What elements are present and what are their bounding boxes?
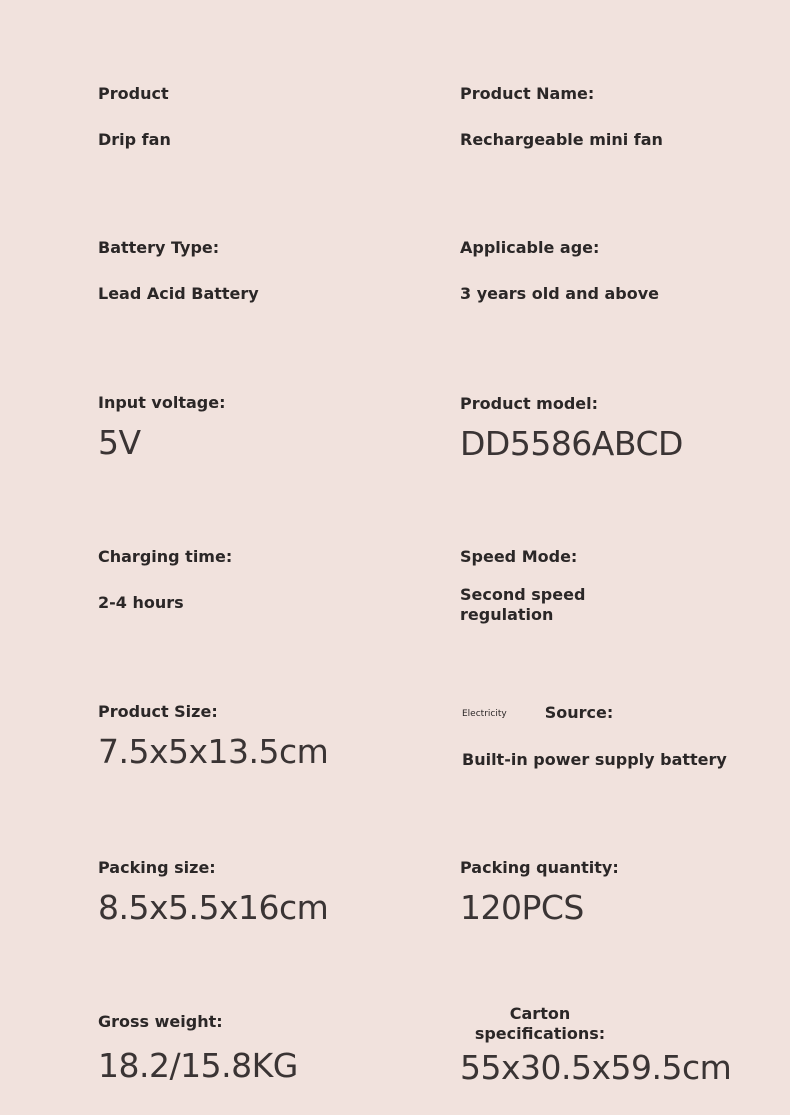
spec-label: Input voltage: (98, 393, 226, 412)
spec-speed-mode (460, 547, 760, 625)
spec-label: Charging time: (98, 547, 233, 566)
spec-electricity-source (462, 703, 762, 770)
spec-value: 5V (98, 423, 141, 462)
spec-value: Drip fan (98, 130, 171, 149)
spec-label: Product model: (460, 394, 599, 413)
spec-product-size (98, 702, 398, 772)
spec-packing-size (98, 858, 398, 928)
spec-label: Packing size: (98, 858, 216, 877)
spec-value: 55x30.5x59.5cm (460, 1048, 732, 1087)
spec-carton-specifications (460, 1004, 760, 1088)
spec-label: Product (98, 84, 169, 103)
spec-input-voltage (98, 393, 398, 463)
spec-packing-quantity (460, 858, 760, 928)
spec-product (98, 84, 398, 150)
spec-value: 18.2/15.8KG (98, 1046, 298, 1085)
spec-label: Carton specifications: (474, 1004, 606, 1043)
spec-product-name (460, 84, 760, 150)
spec-label: Product Size: (98, 702, 218, 721)
spec-label: Battery Type: (98, 238, 220, 257)
spec-value: Built-in power supply battery (462, 749, 727, 769)
spec-label: Speed Mode: (460, 547, 578, 566)
spec-value: 8.5x5.5x16cm (98, 888, 329, 927)
spec-gross-weight (98, 1012, 398, 1086)
spec-label-small: Electricity (462, 708, 507, 719)
spec-product-model (460, 394, 760, 464)
spec-value: 2-4 hours (98, 593, 184, 612)
spec-battery-type (98, 238, 398, 304)
spec-value: DD5586ABCD (460, 424, 683, 463)
spec-value: 7.5x5x13.5cm (98, 732, 329, 771)
spec-label: Packing quantity: (460, 858, 619, 877)
spec-applicable-age (460, 238, 760, 304)
spec-charging-time (98, 547, 398, 613)
spec-label-row (462, 703, 762, 724)
spec-label: Applicable age: (460, 238, 600, 257)
spec-value: Second speed regulation (460, 585, 586, 624)
spec-value: 3 years old and above (460, 284, 659, 303)
spec-value: Rechargeable mini fan (460, 130, 663, 149)
spec-label: Source: (544, 703, 614, 722)
spec-value: 120PCS (460, 888, 584, 927)
spec-value: Lead Acid Battery (98, 284, 259, 303)
spec-label: Product Name: (460, 84, 595, 103)
spec-label-block (460, 1004, 620, 1044)
spec-label: Gross weight: (98, 1012, 223, 1031)
